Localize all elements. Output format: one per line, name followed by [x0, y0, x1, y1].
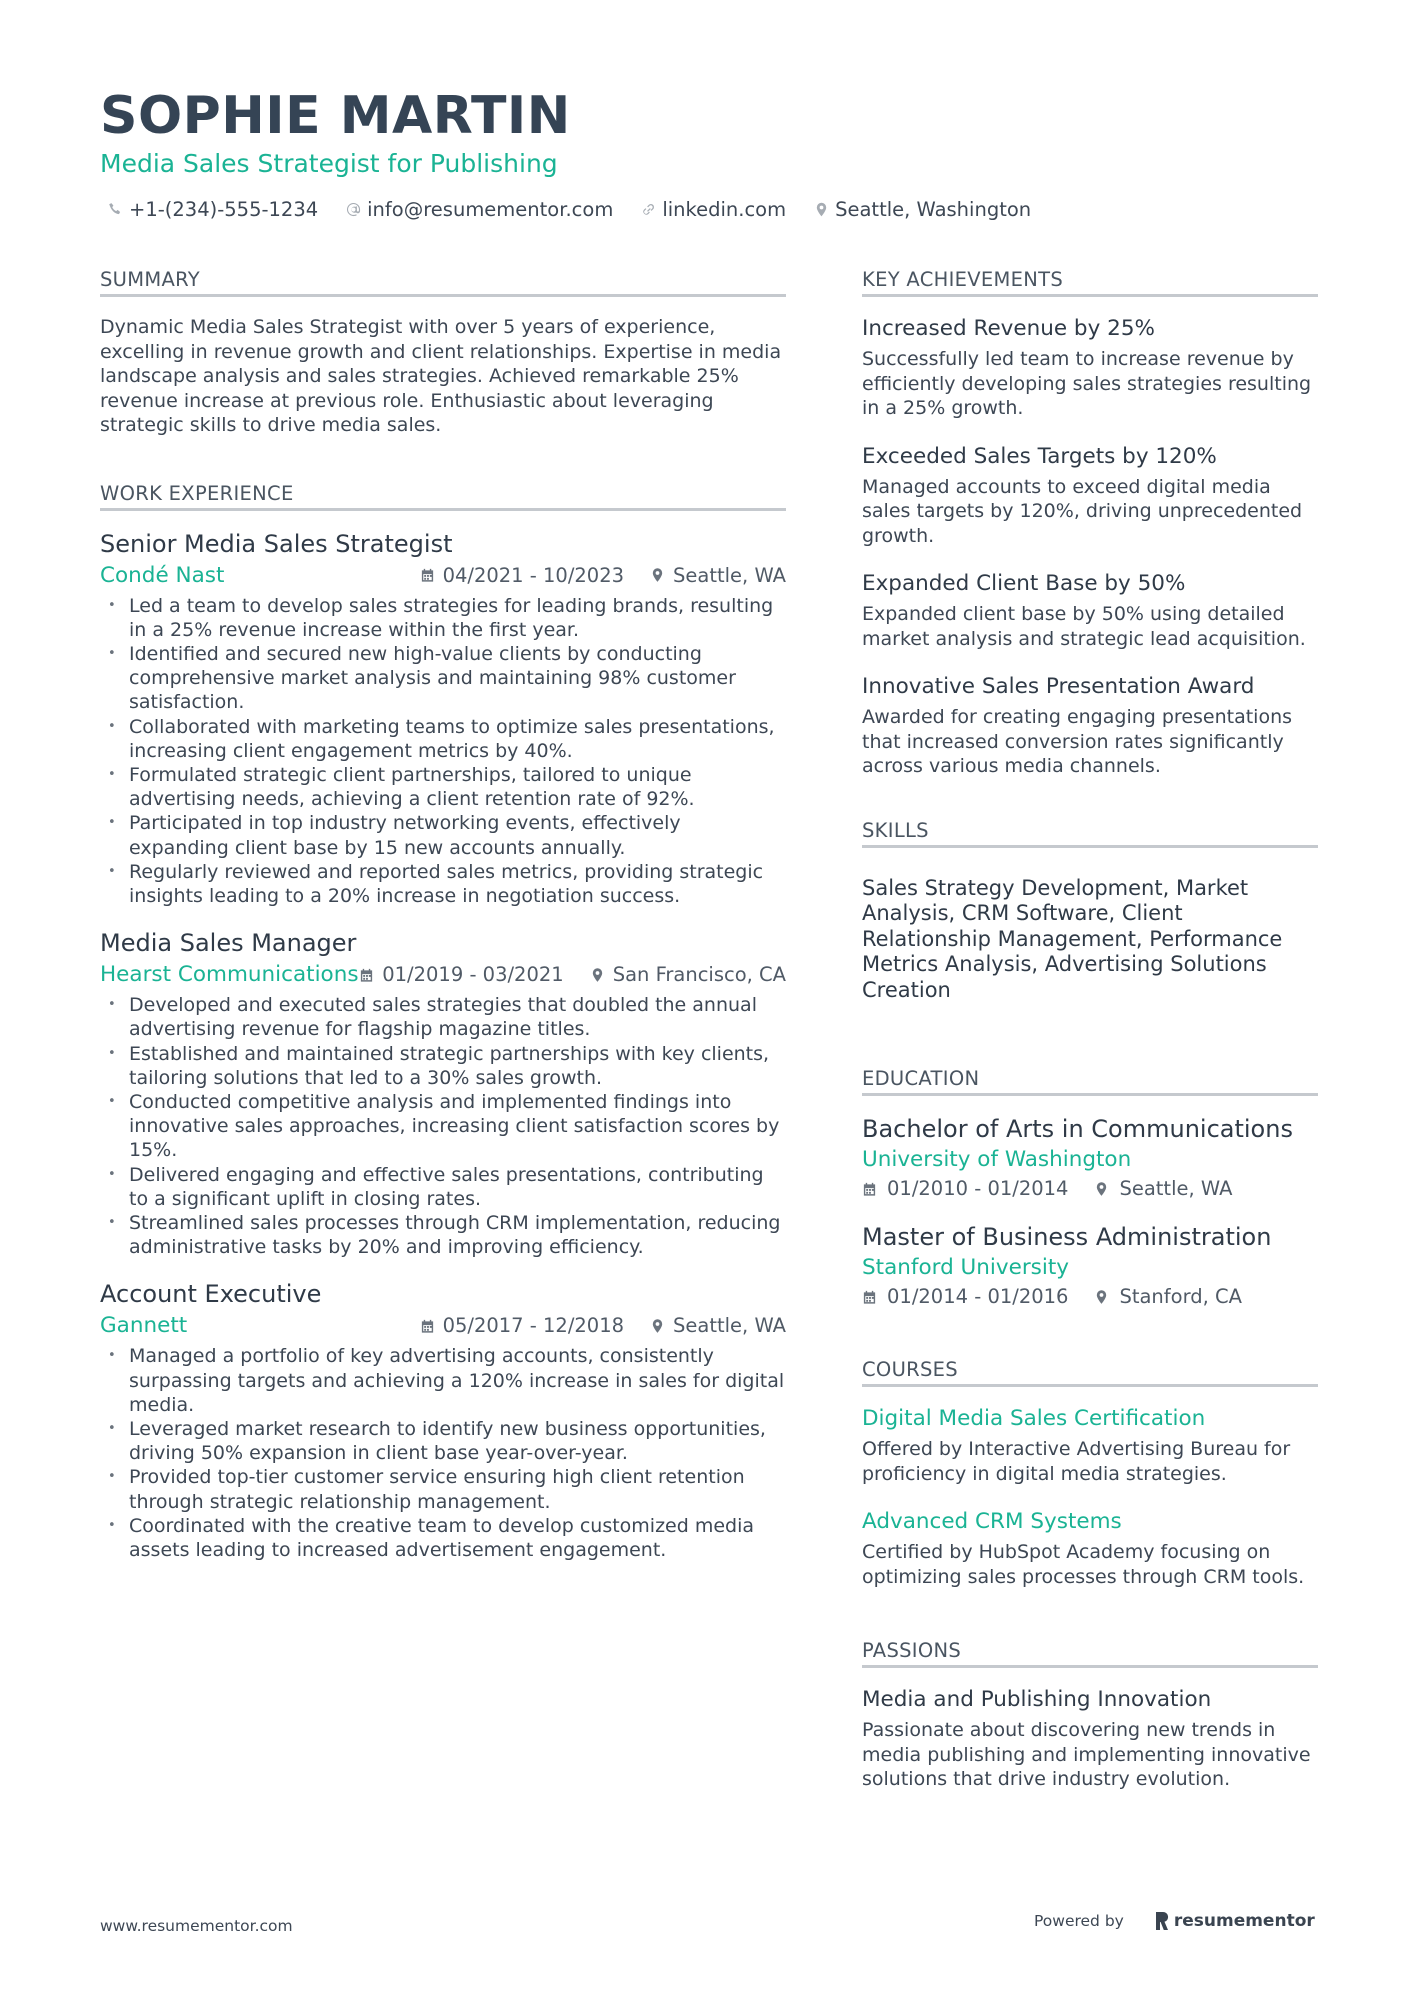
school-name: University of Washington: [862, 1147, 1132, 1172]
job-entry: [100, 1279, 786, 1562]
education-location-text: Stanford, CA: [1119, 1285, 1242, 1308]
job-dates-text: 05/2017 - 12/2018: [442, 1314, 625, 1338]
job-meta: [359, 963, 786, 986]
summary-heading: SUMMARY: [100, 268, 786, 297]
bullet-item: • Established and maintained strategic partnerships with key clients, tailoring solutions that led to a 30% sales growth.: [100, 1042, 786, 1090]
contact-location: [814, 198, 1031, 221]
powered-by-text: Powered by: [1034, 1912, 1124, 1930]
phone-icon: [108, 202, 123, 217]
skills-section: [862, 819, 1318, 1004]
job-subheader: [100, 962, 786, 987]
job-meta: [420, 1314, 786, 1337]
bullet-item: • Led a team to develop sales strategies for leading brands, resulting in a 25% revenue increase within the first year.: [100, 594, 786, 642]
course-item: [862, 1405, 1318, 1486]
bullet-item: • Coordinated with the creative team to develop customized media assets leading to increased advertisement engagement.: [100, 1514, 786, 1562]
job-entry: [100, 529, 786, 909]
left-column: [100, 268, 786, 1598]
phone-text: +1-(234)-555-1234: [129, 198, 319, 221]
education-location: [1094, 1285, 1242, 1308]
calendar-icon: [862, 1181, 877, 1197]
location-pin-icon: [590, 967, 605, 983]
education-dates: [862, 1177, 1068, 1200]
courses-section: [862, 1358, 1318, 1589]
passion-title: Media and Publishing Innovation: [862, 1687, 1212, 1712]
logo-text: resumementor: [1173, 1911, 1315, 1931]
job-dates-text: 01/2019 - 03/2021: [382, 963, 564, 987]
education-dates-text: 01/2010 - 01/2014: [887, 1177, 1069, 1200]
linkedin-link[interactable]: linkedin.com: [662, 198, 787, 221]
achievement-title: Exceeded Sales Targets by 120%: [862, 443, 1217, 469]
job-dates: [420, 1314, 624, 1337]
degree-title: Master of Business Administration: [862, 1223, 1272, 1251]
achievement-title: Increased Revenue by 25%: [862, 316, 1155, 341]
achievement-list: [862, 315, 1318, 779]
job-meta: [420, 564, 786, 587]
passions-heading: PASSIONS: [862, 1639, 1318, 1668]
achievement-item: [862, 570, 1318, 651]
education-heading: EDUCATION: [862, 1067, 1318, 1096]
achievement-text: Managed accounts to exceed digital media sales targets by 120%, driving unprecedented growth.: [862, 475, 1303, 547]
candidate-title: Media Sales Strategist for Publishing: [100, 149, 558, 178]
footer-branding: [1034, 1911, 1315, 1931]
course-title: Advanced CRM Systems: [862, 1509, 1122, 1534]
logo-mark-icon: [1154, 1911, 1170, 1931]
job-subheader: [100, 1313, 786, 1338]
bullet-item: • Regularly reviewed and reported sales metrics, providing strategic insights leading to a 20% increase in negotiation success.: [100, 860, 786, 908]
contact-linkedin[interactable]: [641, 198, 786, 221]
bullet-item: • Identified and secured new high-value clients by conducting comprehensive market analysis and maintaining 98% customer satisfaction.: [100, 642, 786, 715]
job-location-text: Seattle, WA: [673, 1314, 786, 1338]
job-location: [650, 564, 786, 587]
job-location: [590, 963, 786, 986]
location-pin-icon: [650, 1318, 665, 1334]
job-dates: [420, 564, 624, 587]
achievement-text: Expanded client base by 50% using detailed market analysis and strategic lead acquisition.: [862, 603, 1306, 650]
right-column: [862, 268, 1318, 1828]
course-title: Digital Media Sales Certification: [862, 1406, 1206, 1431]
experience-section: [100, 482, 786, 1563]
skills-heading: SKILLS: [862, 819, 1318, 848]
job-bullets: [100, 993, 786, 1259]
course-text: Offered by Interactive Advertising Bureau for proficiency in digital media strategies.: [862, 1438, 1291, 1485]
at-icon: [346, 202, 361, 217]
bullet-item: • Managed a portfolio of key advertising accounts, consistently surpassing targets and achieving a 120% increase in sales for digital media.: [100, 1344, 786, 1417]
job-location: [650, 1314, 786, 1337]
job-title: Media Sales Manager: [100, 929, 357, 958]
bullet-item: • Formulated strategic client partnerships, tailored to unique advertising needs, achieving a client retention rate of 92%.: [100, 763, 786, 811]
passion-list: [862, 1686, 1318, 1792]
company-name: Hearst Communications: [100, 962, 359, 988]
education-dates: [862, 1285, 1068, 1308]
course-text: Certified by HubSpot Academy focusing on optimizing sales processes through CRM tools.: [862, 1541, 1305, 1588]
education-location-text: Seattle, WA: [1119, 1177, 1233, 1200]
passions-section: [862, 1639, 1318, 1792]
skills-text: Sales Strategy Development, Market Analysis, CRM Software, Client Relationship Management, Performance Metrics Analysis, Advertising Solutions Creation: [862, 875, 1283, 1002]
job-title: Senior Media Sales Strategist: [100, 529, 453, 558]
bullet-item: • Developed and executed sales strategies that doubled the annual advertising revenue for flagship magazine titles.: [100, 993, 786, 1041]
passion-text: Passionate about discovering new trends in media publishing and implementing innovative solutions that drive industry evolution.: [862, 1719, 1311, 1790]
achievement-title: Expanded Client Base by 50%: [862, 571, 1186, 596]
job-dates-text: 04/2021 - 10/2023: [442, 563, 625, 587]
location-text: Seattle, Washington: [835, 198, 1032, 221]
courses-heading: COURSES: [862, 1358, 1318, 1387]
passion-item: [862, 1686, 1318, 1792]
bullet-item: • Streamlined sales processes through CRM implementation, reducing administrative tasks by 20% and improving efficiency.: [100, 1211, 786, 1259]
job-title: Account Executive: [100, 1280, 322, 1309]
candidate-name: SOPHIE MARTIN: [100, 86, 571, 146]
education-meta: [862, 1285, 1318, 1308]
footer-website[interactable]: www.resumementor.com: [100, 1917, 293, 1935]
location-pin-icon: [814, 202, 829, 217]
education-item: [862, 1222, 1318, 1308]
calendar-icon: [359, 967, 374, 983]
achievement-item: [862, 315, 1318, 421]
achievements-heading: KEY ACHIEVEMENTS: [862, 268, 1318, 297]
job-bullets: [100, 1344, 786, 1562]
link-icon: [641, 202, 656, 217]
achievement-title: Innovative Sales Presentation Award: [862, 674, 1255, 699]
job-dates: [359, 963, 563, 986]
education-item: [862, 1114, 1318, 1200]
company-name: Condé Nast: [100, 562, 225, 588]
email-link[interactable]: info@resumementor.com: [367, 198, 614, 221]
resumementor-logo[interactable]: [1154, 1911, 1315, 1931]
education-dates-text: 01/2014 - 01/2016: [887, 1285, 1069, 1308]
bullet-item: • Participated in top industry networking events, effectively expanding client base by 15 new accounts annually.: [100, 811, 786, 859]
achievement-item: [862, 673, 1318, 779]
experience-heading: WORK EXPERIENCE: [100, 482, 786, 511]
education-list: [862, 1114, 1318, 1308]
contact-email[interactable]: [346, 198, 613, 221]
course-item: [862, 1508, 1318, 1589]
job-location-text: Seattle, WA: [673, 563, 786, 587]
bullet-item: • Collaborated with marketing teams to optimize sales presentations, increasing client engagement metrics by 40%.: [100, 715, 786, 763]
location-pin-icon: [1094, 1289, 1109, 1305]
bullet-item: • Leveraged market research to identify new business opportunities, driving 50% expansion in client base year-over-year.: [100, 1417, 786, 1465]
calendar-icon: [420, 567, 435, 583]
job-bullets: [100, 594, 786, 909]
job-list: [100, 529, 786, 1563]
calendar-icon: [862, 1289, 877, 1305]
job-location-text: San Francisco, CA: [612, 963, 786, 987]
achievement-item: [862, 443, 1318, 549]
calendar-icon: [420, 1318, 435, 1334]
job-entry: [100, 928, 786, 1259]
school-name: Stanford University: [862, 1255, 1070, 1280]
achievement-text: Awarded for creating engaging presentations that increased conversion rates significantly across various media channels.: [862, 706, 1293, 777]
contact-phone: [108, 198, 318, 221]
job-subheader: [100, 563, 786, 588]
education-meta: [862, 1177, 1318, 1200]
achievement-text: Successfully led team to increase revenue by efficiently developing sales strategies resulting in a 25% growth.: [862, 348, 1312, 419]
bullet-item: • Delivered engaging and effective sales presentations, contributing to a significant uplift in closing rates.: [100, 1163, 786, 1211]
education-section: [862, 1067, 1318, 1308]
achievements-section: [862, 268, 1318, 779]
education-location: [1094, 1177, 1232, 1200]
summary-section: [100, 268, 786, 438]
bullet-item: • Provided top-tier customer service ensuring high client retention through strategic relationship management.: [100, 1465, 786, 1513]
bullet-item: • Conducted competitive analysis and implemented findings into innovative sales approaches, increasing client satisfaction scores by 15%.: [100, 1090, 786, 1163]
summary-text: Dynamic Media Sales Strategist with over 5 years of experience, excelling in revenue growth and client relationships. Expertise in media landscape analysis and sales strategies. Achieved remarkable 25% revenue increase at previous role. Enthusiastic about leveraging strategic skills to drive media sales.: [100, 316, 782, 436]
location-pin-icon: [650, 567, 665, 583]
degree-title: Bachelor of Arts in Communications: [862, 1115, 1293, 1143]
location-pin-icon: [1094, 1181, 1109, 1197]
contact-bar: [108, 198, 1031, 221]
company-name: Gannett: [100, 1313, 188, 1339]
course-list: [862, 1405, 1318, 1589]
